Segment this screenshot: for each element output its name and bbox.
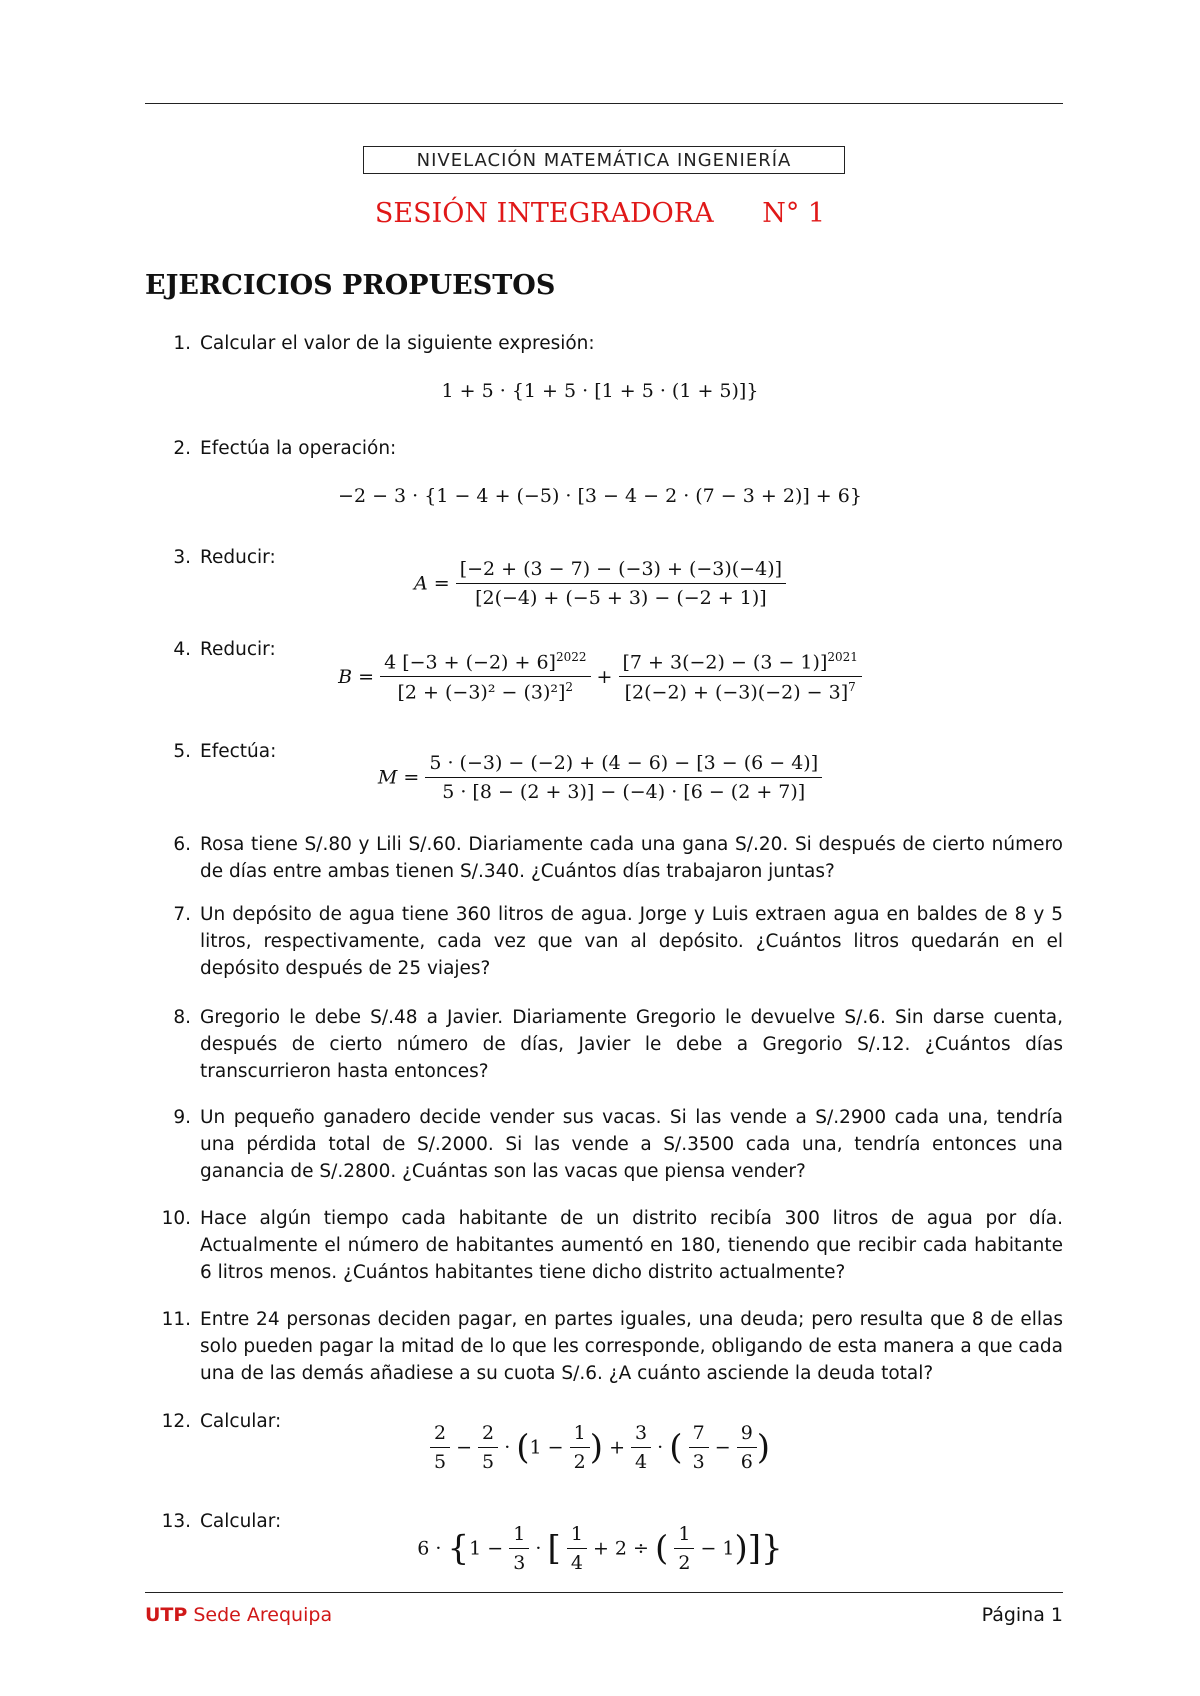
exercise-number: 1. [173, 333, 191, 354]
exercise-text: Calcular: [200, 1511, 282, 1532]
fraction-numerator: [−2 + (3 − 7) − (−3) + (−3)(−4)] [459, 558, 783, 580]
math-fraction [425, 752, 822, 803]
fraction-bar [380, 676, 590, 677]
exercise-10 [145, 1205, 1063, 1286]
exercise-1 [145, 330, 1063, 357]
footer-left [145, 1604, 332, 1626]
session-title [0, 198, 1200, 229]
fraction-numerator: 4 $[-3 + (-2) + 6]^{2022}$ [384, 650, 587, 674]
math-lhs: A = [413, 572, 450, 595]
fraction-denominator: $[2(-2) + (-3)(-2) - 3]^7$ [624, 680, 856, 704]
exercise-number: 12. [161, 1411, 191, 1432]
exercise-text: Efectúa: [200, 741, 277, 762]
exercise-text: Un depósito de agua tiene 360 litros de agua. Jorge y Luis extraen agua en baldes de 8 y 5 litros, respectivamente, cada vez que van al depósito. ¿Cuántos litros quedarán en el depósito después de 25 viajes? [200, 904, 1063, 979]
session-number: N° 1 [762, 198, 826, 229]
math-lhs: B = [338, 665, 375, 688]
exercise-number: 3. [173, 547, 191, 568]
fraction-bar [456, 583, 786, 584]
exercise-text: Reducir: [200, 547, 276, 568]
exercise-text: Efectúa la operación: [200, 438, 397, 459]
math-fraction-1 [380, 650, 590, 704]
exercise-2-math: −2 − 3 · {1 − 4 + (−5) · [3 − 4 − 2 · (7 − 3 + 2)] + 6} [338, 485, 862, 507]
fraction-denominator: [2(−4) + (−5 + 3) − (−2 + 1)] [475, 587, 767, 609]
exercise-number: 9. [173, 1107, 191, 1128]
exercise-number: 13. [161, 1511, 191, 1532]
exercise-6 [145, 831, 1063, 885]
fraction-bar [619, 676, 862, 677]
exercise-5-math [0, 752, 1200, 803]
exercise-number: 4. [173, 639, 191, 660]
exercise-text: Rosa tiene S/.80 y Lili S/.60. Diariamente cada una gana S/.20. Si después de cierto número de días entre ambas tienen S/.340. ¿Cuántos días trabajaron juntas? [200, 834, 1063, 882]
exercise-9 [145, 1104, 1063, 1185]
fraction-numerator: 5 · (−3) − (−2) + (4 − 6) − [3 − (6 − 4)] [429, 752, 819, 774]
exercise-11 [145, 1306, 1063, 1387]
top-rule [145, 103, 1063, 104]
session-title-text: SESIÓN INTEGRADORA [374, 198, 714, 229]
math-plus: + [596, 665, 613, 688]
exercise-number: 2. [173, 438, 191, 459]
exercise-12-math: $\frac{2}{5}$ − $\frac{2}{5}$ · (1 − $\frac{1}{2}$ ) + $\frac{3}{4}$ · ( $\frac{7}{3}$ − $\frac{9}{6}$ ) [0, 1422, 1200, 1473]
exercise-number: 5. [173, 741, 191, 762]
exercise-text: Un pequeño ganadero decide vender sus vacas. Si las vende a S/.2900 cada una, tendría una pérdida total de S/.2000. Si las vende a S/.3500 cada una, tendría entonces una ganancia de S/.2800. ¿Cuántas son las vacas que piensa vender? [200, 1107, 1063, 1182]
exercise-text: Gregorio le debe S/.48 a Javier. Diariamente Gregorio le devuelve S/.6. Sin darse cuenta, después de cierto número de días, Javier le debe a Gregorio S/.12. ¿Cuántos días transcurrieron hasta entonces? [200, 1007, 1063, 1082]
exercise-number: 10. [161, 1208, 191, 1229]
math-fraction-2 [619, 650, 862, 704]
page-number: Página 1 [981, 1604, 1063, 1626]
course-title: NIVELACIÓN MATEMÁTICA INGENIERÍA [363, 146, 845, 174]
exercise-13-math: 6 · {1 − $\frac{1}{3}$ · [ $\frac{1}{4}$ + 2 ÷ ( $\frac{1}{2}$ − 1)]} [417, 1523, 783, 1574]
math-lhs: M = [377, 766, 420, 789]
exercise-text: Reducir: [200, 639, 276, 660]
exercise-4-math [0, 650, 1200, 704]
section-title: EJERCICIOS PROPUESTOS [145, 270, 556, 301]
exercise-3-math [0, 558, 1200, 609]
exercise-number: 6. [173, 834, 191, 855]
fraction-denominator: $[2 + (-3)^2 - (3)^2]^2$ [397, 680, 574, 704]
exercise-1-math: 1 + 5 · {1 + 5 · [1 + 5 · (1 + 5)]} [441, 380, 759, 402]
exercise-text: Hace algún tiempo cada habitante de un distrito recibía 300 litros de agua por día. Actualmente el número de habitantes aumentó en 180, tienendo que recibir cada habitante 6 litros menos. ¿Cuántos habitantes tiene dicho distrito actualmente? [200, 1208, 1063, 1283]
exercise-text: Calcular: [200, 1411, 282, 1432]
exercise-text: Entre 24 personas deciden pagar, en partes iguales, una deuda; pero resulta que 8 de ellas solo pueden pagar la mitad de lo que les corresponde, obligando de esta manera a que cada una de las demás añadiese a su cuota S/.6. ¿A cuánto asciende la deuda total? [200, 1309, 1063, 1384]
exercise-8 [145, 1004, 1063, 1085]
exercise-7 [145, 901, 1063, 982]
exercise-number: 7. [173, 904, 191, 925]
exercise-text: Calcular el valor de la siguiente expresión: [200, 333, 595, 354]
fraction-denominator: 5 · [8 − (2 + 3)] − (−4) · [6 − (2 + 7)] [442, 781, 806, 803]
fraction-bar [425, 777, 822, 778]
exercise-number: 8. [173, 1007, 191, 1028]
footer-brand: UTP [145, 1604, 188, 1626]
math-fraction [456, 558, 786, 609]
fraction-numerator: $[7 + 3(-2) - (3 - 1)]^{2021}$ [622, 650, 858, 674]
bottom-rule [145, 1592, 1063, 1593]
exercise-number: 11. [161, 1309, 191, 1330]
exercise-2 [145, 435, 1063, 462]
footer-campus: Sede Arequipa [193, 1604, 333, 1626]
